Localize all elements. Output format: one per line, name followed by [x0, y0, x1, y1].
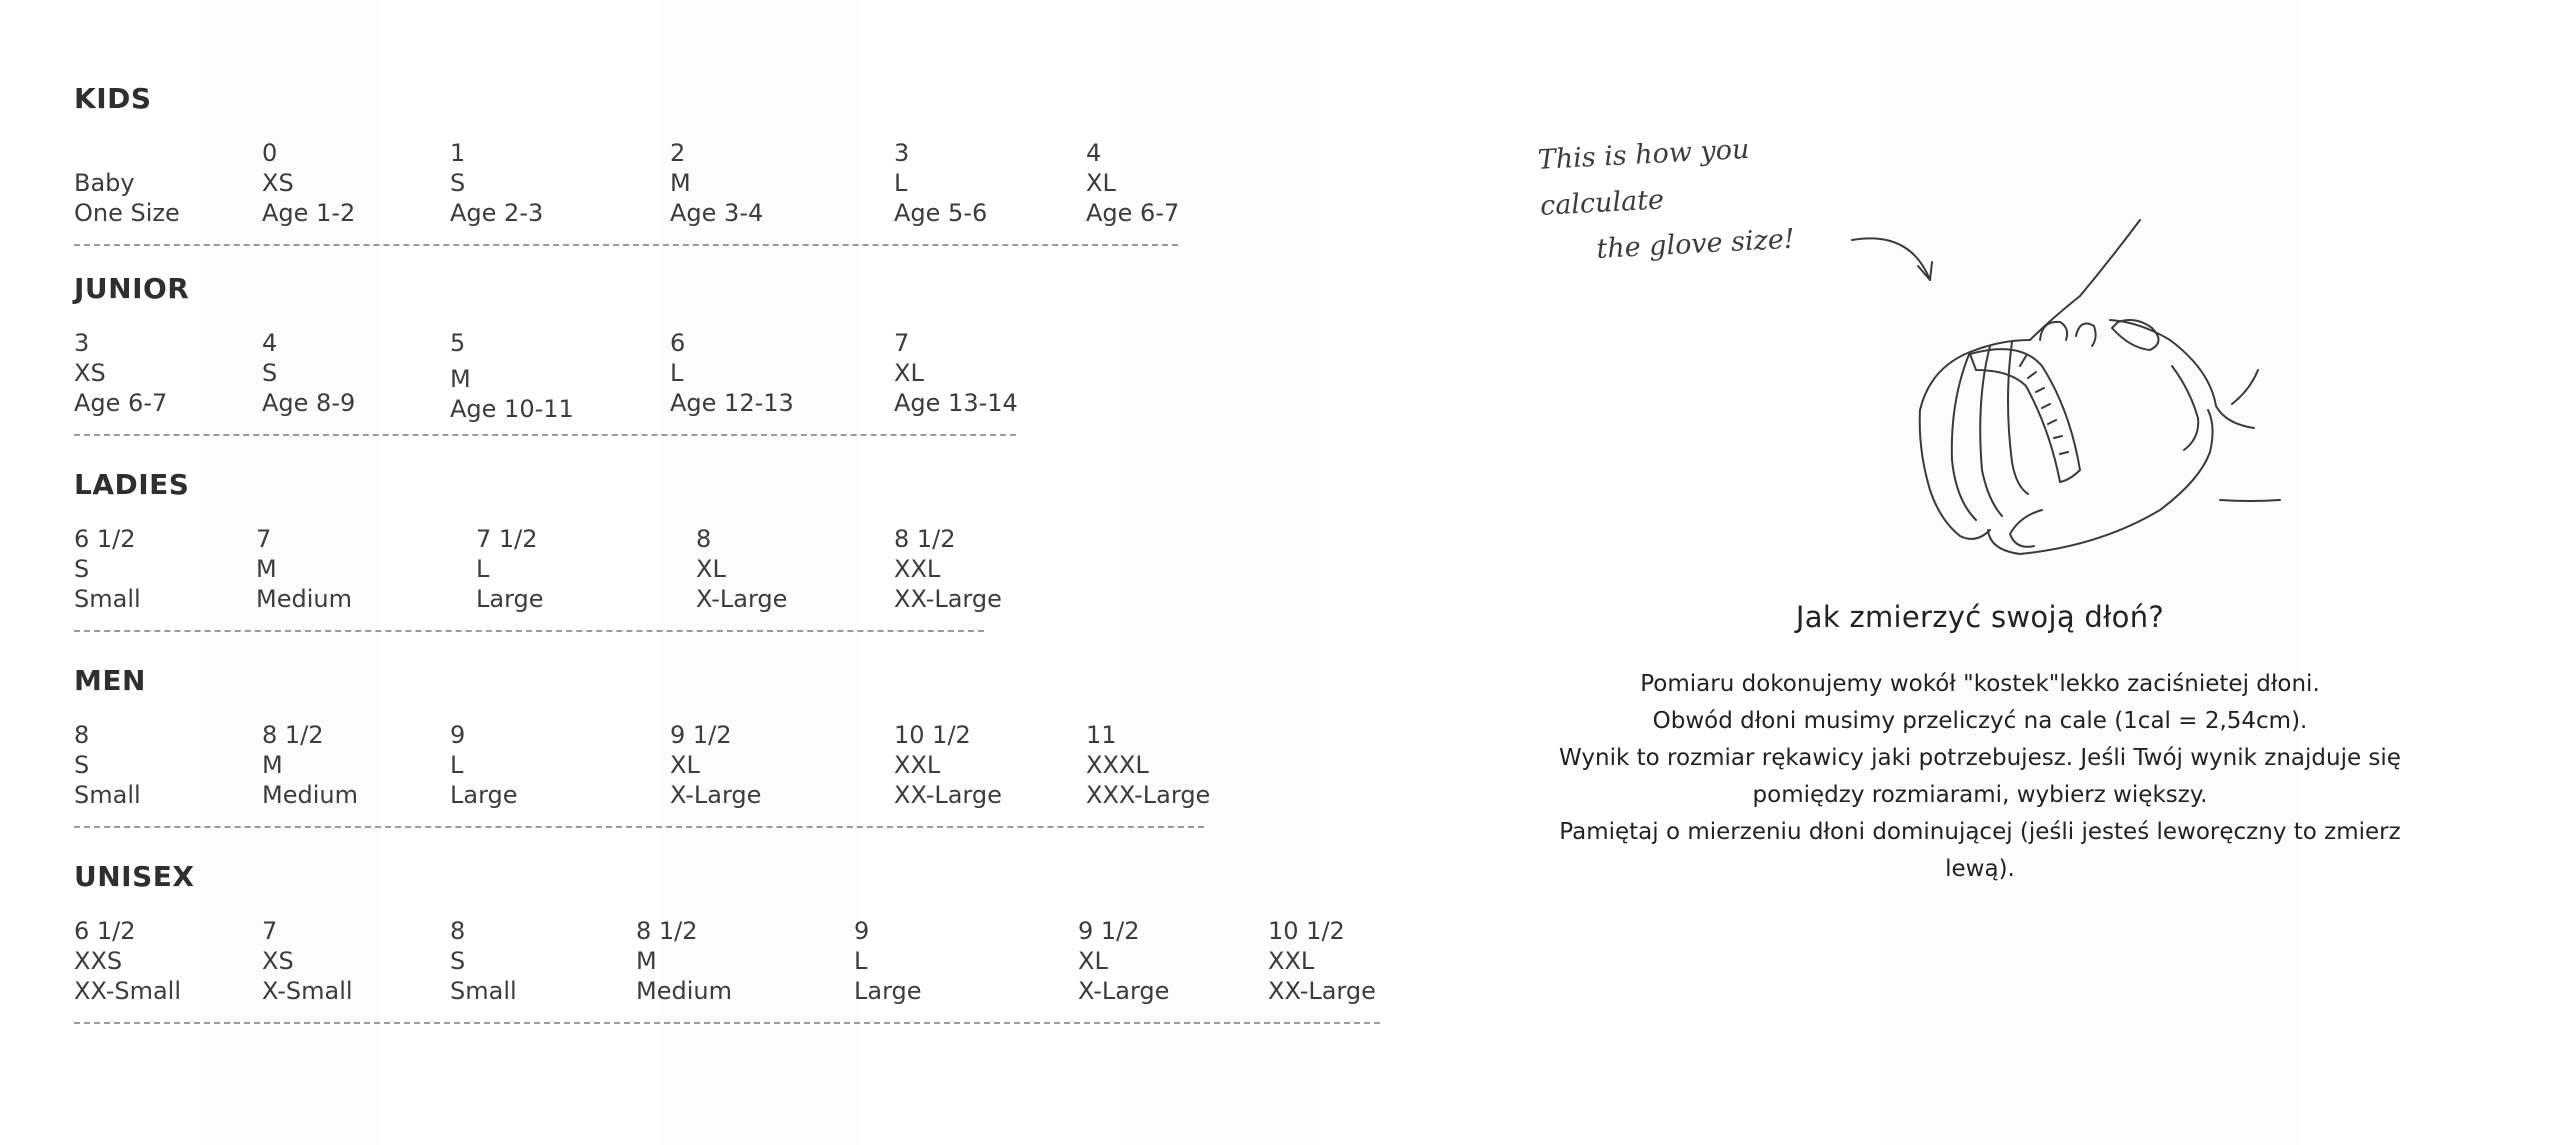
size-description: Age 8-9: [262, 389, 356, 417]
size-number: 7: [894, 329, 910, 357]
section-title-kids: KIDS: [74, 82, 152, 115]
size-description: Age 12-13: [670, 389, 794, 417]
size-number: 9: [854, 917, 870, 945]
size-row-kids: [74, 138, 1394, 230]
size-description: X-Large: [670, 781, 762, 809]
size-column: [74, 138, 180, 228]
size-number: 3: [74, 329, 90, 357]
dashed-divider: [74, 1022, 1380, 1024]
size-number: 10 1/2: [894, 721, 971, 749]
size-column: [894, 524, 1002, 614]
size-column: [670, 720, 761, 810]
size-description: Large: [476, 585, 544, 613]
size-description: XX-Large: [1268, 977, 1376, 1005]
size-description: Medium: [636, 977, 732, 1005]
size-number: 1: [450, 139, 466, 167]
size-column: [74, 524, 141, 614]
size-column: [1078, 916, 1169, 1006]
size-letter: L: [476, 555, 490, 583]
size-number: 9 1/2: [670, 721, 732, 749]
size-description: Large: [854, 977, 922, 1005]
size-number: 0: [262, 139, 278, 167]
size-column: [1268, 916, 1376, 1006]
size-letter: XS: [262, 947, 294, 975]
size-column: [256, 524, 352, 614]
size-number: 8: [696, 525, 712, 553]
size-description: XX-Large: [894, 585, 1002, 613]
size-letter: XS: [262, 169, 294, 197]
size-description: Small: [74, 585, 141, 613]
dashed-divider: [74, 630, 984, 632]
size-number: 6 1/2: [74, 525, 136, 553]
size-letter: XS: [74, 359, 106, 387]
size-description: Small: [450, 977, 517, 1005]
size-letter: M: [636, 947, 657, 975]
size-number: 2: [670, 139, 686, 167]
dashed-divider: [74, 434, 1016, 436]
size-number: 6: [670, 329, 686, 357]
size-letter: XL: [670, 751, 700, 779]
size-description: Large: [450, 781, 518, 809]
section-title-unisex: UNISEX: [74, 860, 195, 893]
size-letter: XXL: [894, 751, 941, 779]
size-description: Age 5-6: [894, 199, 988, 227]
size-description: Age 2-3: [450, 199, 544, 227]
guide-title: Jak zmierzyć swoją dłoń?: [1795, 600, 2165, 634]
size-description: X-Large: [1078, 977, 1170, 1005]
size-number: 7 1/2: [476, 525, 538, 553]
size-column: [450, 720, 518, 810]
size-description: Age 3-4: [670, 199, 764, 227]
size-row-unisex: [74, 916, 1394, 1008]
section-title-junior: JUNIOR: [74, 272, 190, 305]
size-column: [894, 720, 1002, 810]
size-letter: S: [74, 751, 90, 779]
size-number: 8 1/2: [636, 917, 698, 945]
size-letter: XL: [1078, 947, 1108, 975]
size-letter: Baby: [74, 169, 135, 197]
dashed-divider: [74, 244, 1178, 246]
size-letter: XL: [894, 359, 924, 387]
size-number: 9 1/2: [1078, 917, 1140, 945]
size-letter: XXS: [74, 947, 123, 975]
size-letter: S: [74, 555, 90, 583]
size-column: [696, 524, 787, 614]
size-description: Medium: [262, 781, 358, 809]
size-column: [670, 138, 763, 228]
size-letter: L: [450, 751, 464, 779]
guide-instructions: [1520, 666, 2440, 888]
note-line: This is how you calculate: [1536, 133, 1751, 222]
size-column: [450, 328, 574, 424]
measurement-guide: [1520, 110, 2440, 930]
size-number: 9: [450, 721, 466, 749]
size-letter: L: [894, 169, 908, 197]
instruction-paragraph: Pomiaru dokonujemy wokół "kostek"lekko zaciśnietej dłoni.: [1640, 671, 2320, 697]
size-letter: M: [450, 365, 471, 393]
size-column: [74, 328, 167, 418]
size-description: XXX-Large: [1086, 781, 1211, 809]
size-number: 8: [450, 917, 466, 945]
size-letter: S: [450, 169, 466, 197]
size-letter: M: [670, 169, 691, 197]
section-kids: [74, 78, 1394, 230]
size-column: [450, 138, 543, 228]
size-letter: L: [670, 359, 684, 387]
size-number: 8: [74, 721, 90, 749]
size-number: 4: [262, 329, 278, 357]
size-description: XX-Small: [74, 977, 182, 1005]
size-column: [262, 720, 358, 810]
size-letter: XL: [696, 555, 726, 583]
size-column: [74, 720, 141, 810]
size-column: [1086, 720, 1210, 810]
size-description: Age 6-7: [1086, 199, 1180, 227]
size-letter: S: [262, 359, 278, 387]
section-men: [74, 660, 1394, 812]
section-junior: [74, 268, 1394, 423]
size-column: [262, 328, 355, 418]
size-description: X-Large: [696, 585, 788, 613]
size-description: Medium: [256, 585, 352, 613]
size-column: [894, 328, 1018, 418]
note-line: the glove size!: [1595, 223, 1796, 265]
size-number: 3: [894, 139, 910, 167]
size-description: XX-Large: [894, 781, 1002, 809]
size-column: [670, 328, 794, 418]
size-letter: M: [256, 555, 277, 583]
size-column: [894, 138, 987, 228]
size-letter: L: [854, 947, 868, 975]
size-number: 6 1/2: [74, 917, 136, 945]
size-description: One Size: [74, 199, 180, 227]
hand-measure-illustration: [1780, 170, 2340, 590]
size-number: 10 1/2: [1268, 917, 1345, 945]
size-number: 5: [450, 329, 466, 357]
size-letter: M: [262, 751, 283, 779]
size-description: X-Small: [262, 977, 353, 1005]
size-description: Age 1-2: [262, 199, 356, 227]
size-column: [476, 524, 544, 614]
size-letter: XXL: [894, 555, 941, 583]
instruction-paragraph: Pamiętaj o mierzeniu dłoni dominującej (jeśli jesteś leworęczny to zmierz lewą).: [1559, 819, 2401, 882]
size-description: Age 13-14: [894, 389, 1018, 417]
size-letter: XL: [1086, 169, 1116, 197]
section-title-men: MEN: [74, 664, 146, 697]
size-description: Age 6-7: [74, 389, 168, 417]
size-column: [74, 916, 181, 1006]
size-number: 7: [262, 917, 278, 945]
size-number: 11: [1086, 721, 1117, 749]
size-tables: [74, 78, 1394, 1078]
size-number: 8 1/2: [262, 721, 324, 749]
size-column: [636, 916, 732, 1006]
size-description: Small: [74, 781, 141, 809]
size-column: [450, 916, 517, 1006]
instruction-paragraph: Wynik to rozmiar rękawicy jaki potrzebujesz. Jeśli Twój wynik znajduje się pomiędzy rozmiarami, wybierz większy.: [1559, 745, 2401, 808]
size-row-men: [74, 720, 1394, 812]
section-ladies: [74, 464, 1394, 616]
section-unisex: [74, 856, 1394, 1008]
arrow-icon: [1852, 238, 1930, 280]
size-number: 4: [1086, 139, 1102, 167]
size-column: [854, 916, 922, 1006]
size-row-ladies: [74, 524, 1394, 616]
size-column: [262, 916, 353, 1006]
instruction-paragraph: Obwód dłoni musimy przeliczyć na cale (1cal = 2,54cm).: [1652, 708, 2308, 734]
size-column: [262, 138, 355, 228]
size-description: Age 10-11: [450, 395, 574, 423]
size-letter: S: [450, 947, 466, 975]
size-letter: XXXL: [1086, 751, 1149, 779]
size-number: 8 1/2: [894, 525, 956, 553]
size-number: 7: [256, 525, 272, 553]
size-letter: XXL: [1268, 947, 1315, 975]
section-title-ladies: LADIES: [74, 468, 190, 501]
size-number: [74, 138, 180, 168]
size-row-junior: [74, 328, 1394, 423]
dashed-divider: [74, 826, 1204, 828]
size-column: [1086, 138, 1179, 228]
